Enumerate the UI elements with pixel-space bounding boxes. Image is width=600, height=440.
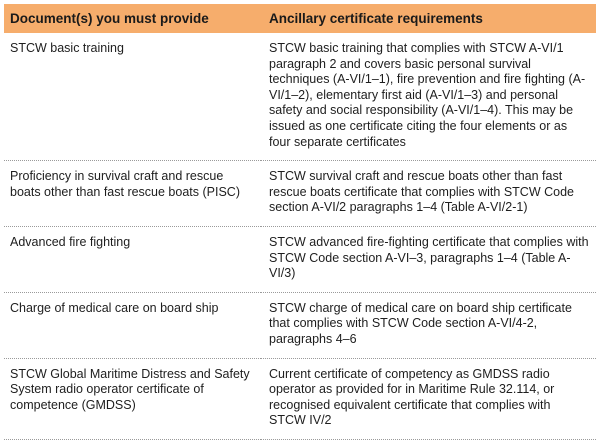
- requirement-cell: Current certificate of competency as GMDSS radio operator as provided for in Maritime Rule 32.114, or recognised equivalent certificate that complies with STCW IV/2: [261, 358, 596, 439]
- requirement-cell: STCW advanced fire-fighting certificate that complies with STCW Code section A-VI–3, paragraphs 1–4 (Table A-VI/3): [261, 226, 596, 292]
- table-body: [4, 33, 596, 439]
- header-row: [4, 4, 596, 33]
- document-cell: STCW basic training: [4, 33, 261, 161]
- table-row: [4, 358, 596, 439]
- column-header-documents: Document(s) you must provide: [4, 4, 261, 33]
- table-row: [4, 226, 596, 292]
- document-cell: Proficiency in survival craft and rescue boats other than fast rescue boats (PISC): [4, 161, 261, 227]
- table-row: [4, 292, 596, 358]
- document-cell: STCW Global Maritime Distress and Safety System radio operator certificate of competence (GMDSS): [4, 358, 261, 439]
- column-header-requirements: Ancillary certificate requirements: [261, 4, 596, 33]
- requirement-cell: STCW charge of medical care on board ship certificate that complies with STCW Code section A-VI/4-2, paragraphs 4–6: [261, 292, 596, 358]
- document-cell: Charge of medical care on board ship: [4, 292, 261, 358]
- requirement-cell: STCW survival craft and rescue boats other than fast rescue boats certificate that complies with STCW Code section A-VI/2 paragraphs 1–4 (Table A-VI/2-1): [261, 161, 596, 227]
- table-row: [4, 161, 596, 227]
- requirement-cell: STCW basic training that complies with STCW A-VI/1 paragraph 2 and covers basic personal survival techniques (A-VI/1–1), fire prevention and fire fighting (A-VI/1–2), elementary first aid (A-VI/1–3) and personal safety and social responsibility (A-VI/1–4). This may be issued as one certificate citing the four elements or as four separate certificates: [261, 33, 596, 161]
- table-header: [4, 4, 596, 33]
- table-row: [4, 33, 596, 161]
- certificate-requirements-table: [4, 4, 596, 440]
- document-cell: Advanced fire fighting: [4, 226, 261, 292]
